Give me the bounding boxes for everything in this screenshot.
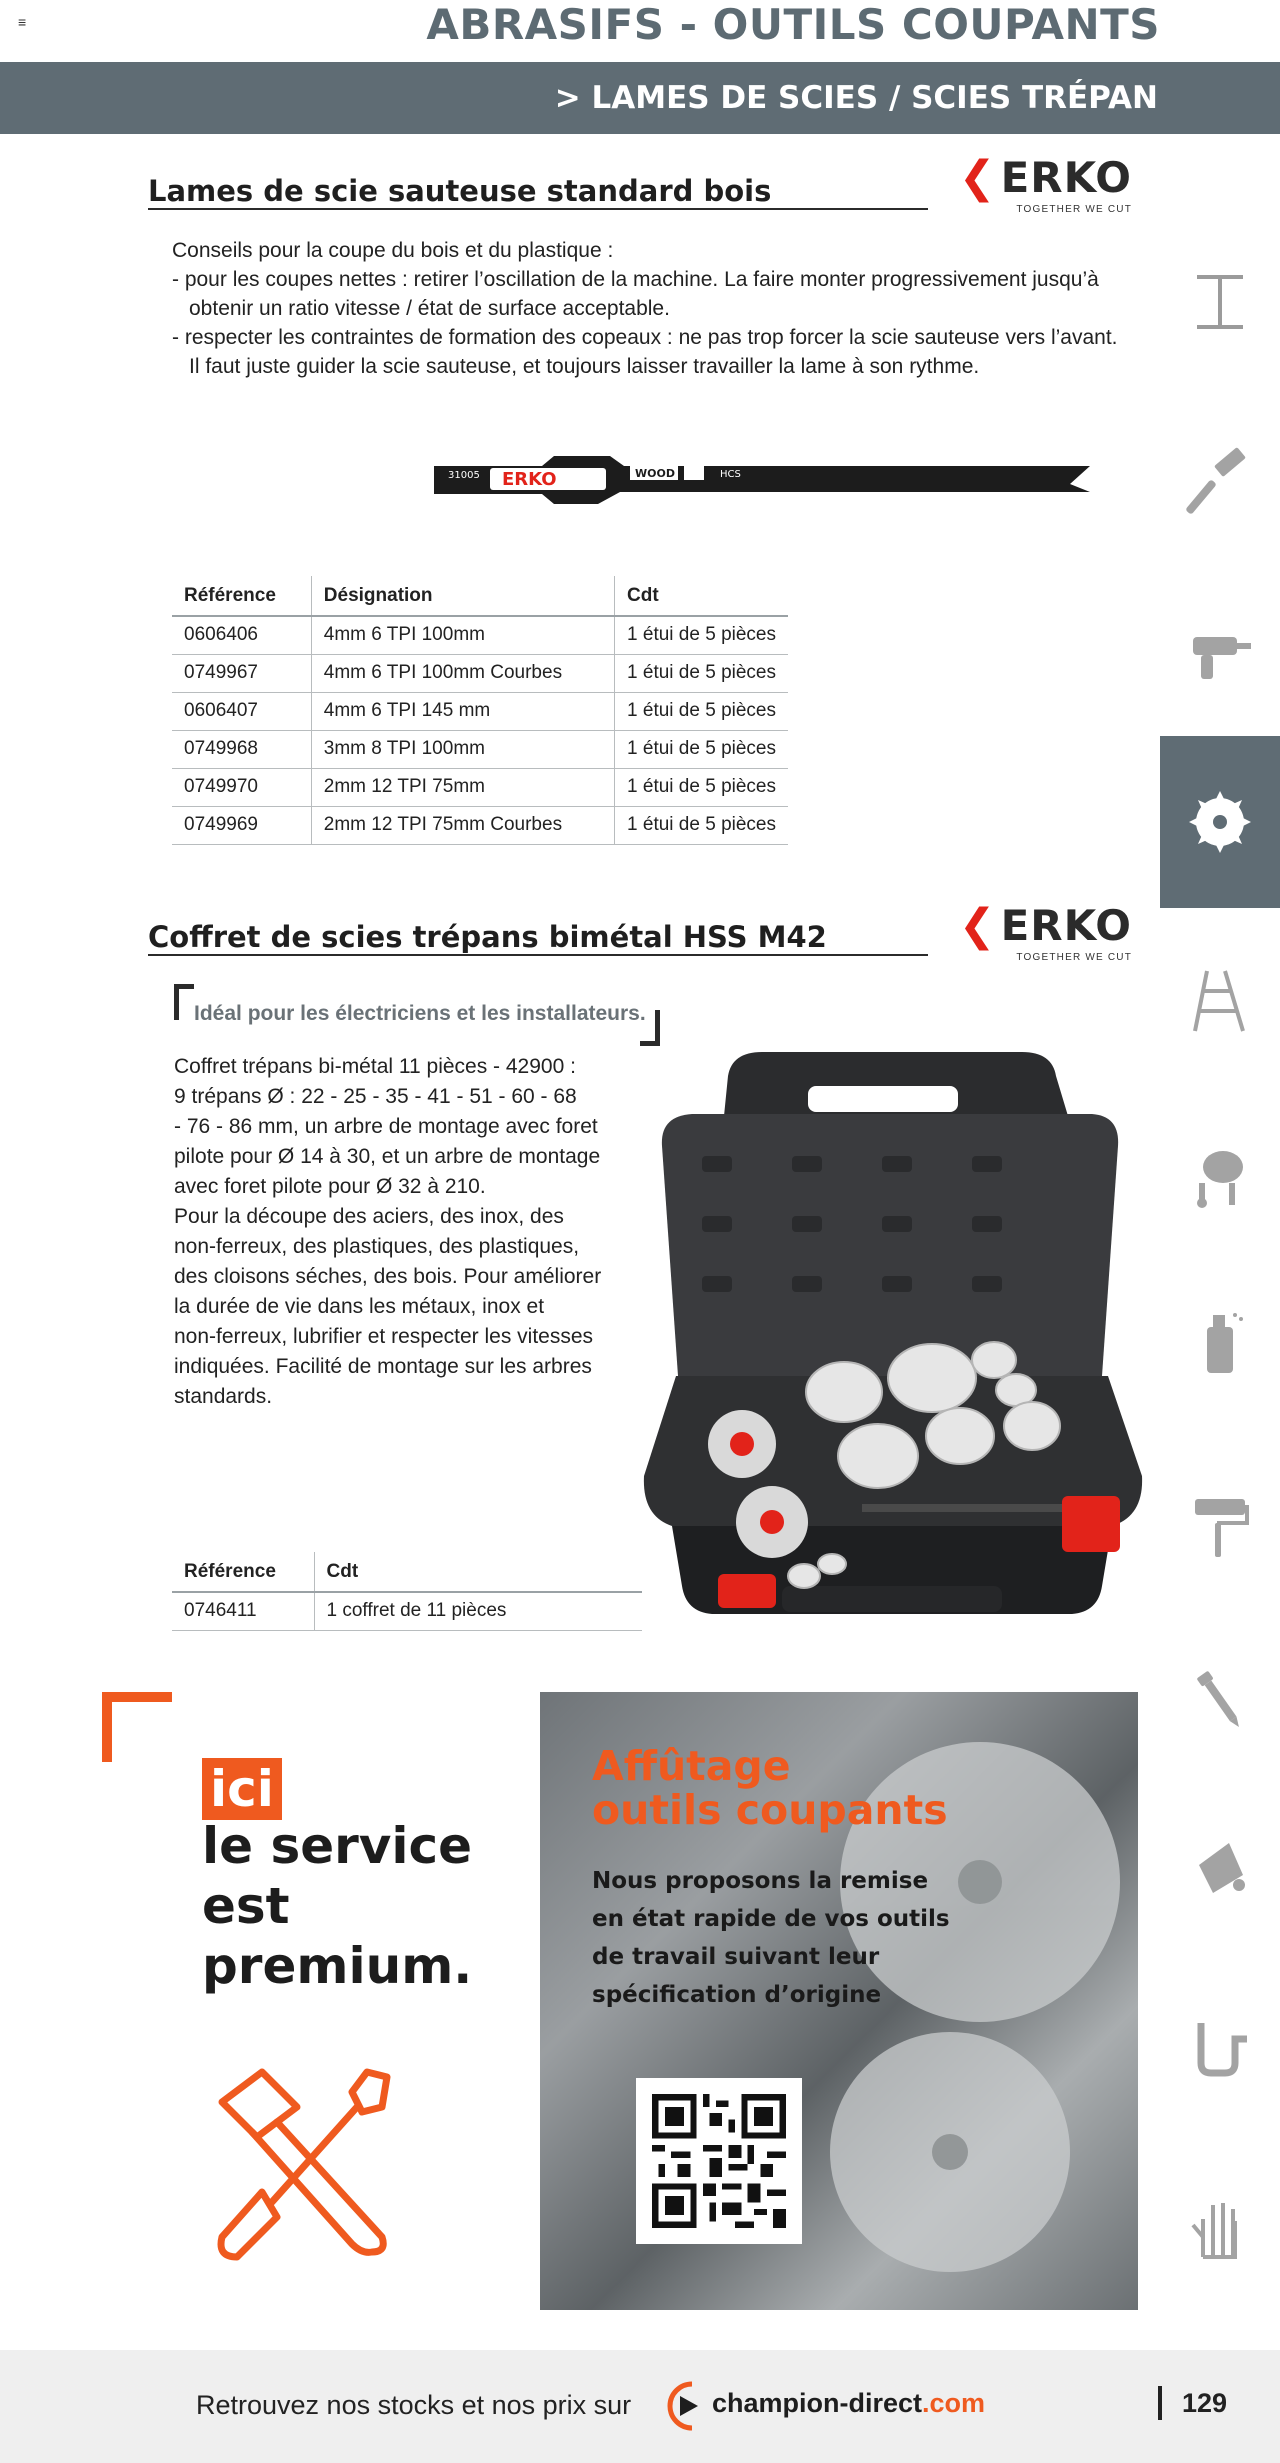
champion-direct-logo-icon xyxy=(662,2378,710,2434)
hole-saw-case-image xyxy=(632,1046,1144,1620)
premium-service-banner xyxy=(102,1692,540,2310)
product1-reference-table xyxy=(172,576,788,845)
subsection-title: > LAMES DE SCIES / SCIES TRÉPAN xyxy=(554,80,1158,116)
col-reference: Référence xyxy=(172,576,311,616)
footer-site-link[interactable]: champion-direct.com xyxy=(712,2388,986,2418)
product2-title-rule xyxy=(148,954,928,956)
col-reference: Référence xyxy=(172,1552,314,1592)
product1-title-rule xyxy=(148,208,928,210)
paint-roller-icon[interactable] xyxy=(1170,1476,1270,1576)
erko-logo: ❮ ERKO TOGETHER WE CUT xyxy=(958,900,1132,963)
product1-title: Lames de scie sauteuse standard bois xyxy=(148,174,772,208)
concrete-mixer-icon[interactable] xyxy=(1170,1124,1270,1224)
sharpening-title: Affûtage outils coupants xyxy=(592,1742,948,1834)
ici-badge: ici xyxy=(202,1758,282,1820)
tools-icon xyxy=(202,2062,402,2272)
product2-reference-table xyxy=(172,1552,642,1631)
jigsaw-blade-image xyxy=(430,448,1100,514)
qr-code[interactable] xyxy=(636,2078,802,2244)
pipe-icon[interactable] xyxy=(1170,1998,1270,2098)
product1-advice: Conseils pour la coupe du bois et du plastique : - pour les coupes nettes : retirer l’oscillation de la machine. La faire monter progressivement jusqu’à obtenir un ratio vitesse / état de surface acceptable. - respecter les contraintes de formation des copeaux : ne pas trop forcer la scie sauteuse vers l’avant. Il faut juste guider la scie sauteuse, et toujours laisser travailler la lame à son rythme. xyxy=(172,239,1118,378)
product2-tagline: Idéal pour les électriciens et les installateurs. xyxy=(194,1002,646,1025)
drill-icon[interactable] xyxy=(1170,604,1270,704)
ladder-icon[interactable] xyxy=(1170,950,1270,1050)
blade-steel: HCS xyxy=(720,469,741,480)
blade-wood-label: WOOD xyxy=(635,467,675,480)
lamp-icon[interactable] xyxy=(1170,1820,1270,1920)
table-row: 0749970 2mm 12 TPI 75mm 1 étui de 5 pièces xyxy=(172,768,788,806)
glove-icon[interactable] xyxy=(1170,2176,1270,2276)
col-cdt: Cdt xyxy=(615,576,788,616)
table-row: 0746411 1 coffret de 11 pièces xyxy=(172,1592,642,1630)
sharpening-body: Nous proposons la remise en état rapide de vos outils de travail suivant leur spécification d’origine xyxy=(592,1868,950,2008)
hammer-icon[interactable] xyxy=(1170,432,1270,532)
menu-icon[interactable]: ≡ xyxy=(18,14,27,30)
sharpening-banner xyxy=(540,1692,1138,2310)
premium-headline: le service est premium. xyxy=(202,1817,473,1995)
page-number: 129 xyxy=(1182,2388,1228,2418)
blade-brand: ERKO xyxy=(502,469,557,490)
table-row: 0606406 4mm 6 TPI 100mm 1 étui de 5 pièces xyxy=(172,616,788,654)
spray-can-icon[interactable] xyxy=(1170,1292,1270,1392)
section-title: ABRASIFS - OUTILS COUPANTS xyxy=(426,0,1160,49)
saw-blade-icon[interactable] xyxy=(1170,772,1270,872)
table-row: 0749969 2mm 12 TPI 75mm Courbes 1 étui de 5 pièces xyxy=(172,806,788,844)
footer-text: Retrouvez nos stocks et nos prix sur xyxy=(196,2390,632,2420)
blade-code: 31005 xyxy=(448,470,480,481)
table-row: 0749968 3mm 8 TPI 100mm 1 étui de 5 pièces xyxy=(172,730,788,768)
footer xyxy=(0,2350,1280,2463)
product2-description: Coffret trépans bi-métal 11 pièces - 42900 : 9 trépans Ø : 22 - 25 - 35 - 41 - 51 - 60 - 68 - 76 - 86 mm, un arbre de montage avec foret pilote pour Ø 14 à 30, et un arbre de montage avec foret pilote pour Ø 32 à 210. Pour la découpe des aciers, des inox, des non-ferreux, des plastiques, des plastiques, des cloisons séches, des bois. Pour améliorer la durée de vie dans les métaux, inox et non-ferreux, lubrifier et respecter les vitesses indiquées. Facilité de montage sur les arbres standards. xyxy=(174,1055,602,1408)
product2-tagline-box xyxy=(174,984,660,1046)
table-row: 0749967 4mm 6 TPI 100mm Courbes 1 étui de 5 pièces xyxy=(172,654,788,692)
col-designation: Désignation xyxy=(311,576,614,616)
table-row: 0606407 4mm 6 TPI 145 mm 1 étui de 5 pièces xyxy=(172,692,788,730)
i-beam-icon[interactable] xyxy=(1170,252,1270,352)
banner-corner xyxy=(102,1692,172,1762)
screw-icon[interactable] xyxy=(1170,1650,1270,1750)
subsection-band xyxy=(0,62,1280,134)
product2-title: Coffret de scies trépans bimétal HSS M42 xyxy=(148,920,827,954)
erko-logo: ❮ ERKO TOGETHER WE CUT xyxy=(958,152,1132,215)
col-cdt: Cdt xyxy=(314,1552,642,1592)
footer-divider xyxy=(1158,2386,1162,2420)
